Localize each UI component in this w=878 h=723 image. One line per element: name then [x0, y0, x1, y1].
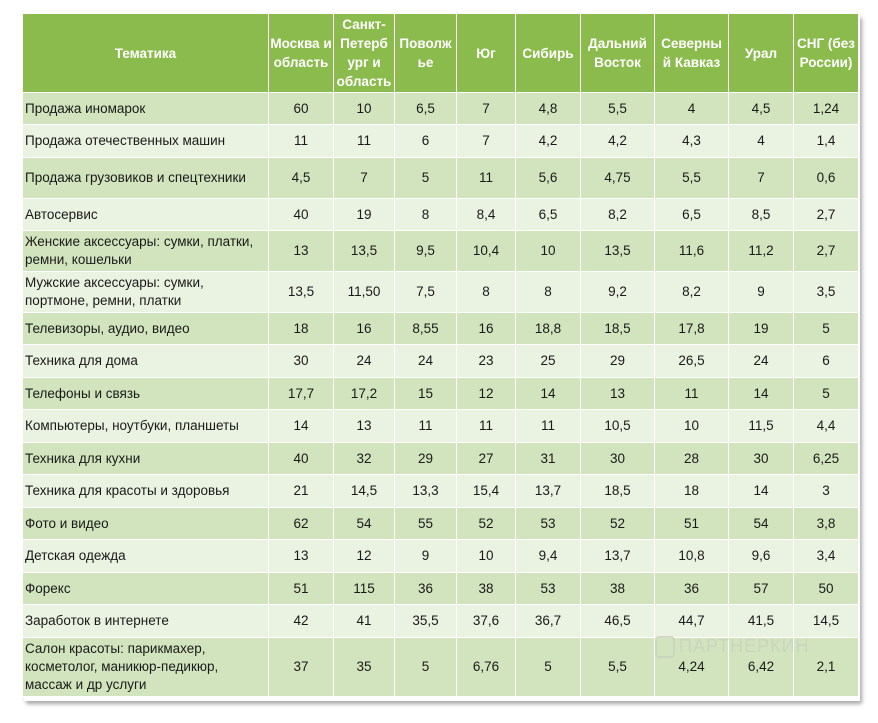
value-cell: 4,8: [516, 93, 581, 125]
value-cell: 5: [794, 313, 859, 345]
value-cell: 18,5: [581, 475, 655, 508]
value-cell: 35,5: [395, 605, 457, 638]
value-cell: 7,5: [395, 272, 457, 313]
value-cell: 40: [269, 443, 334, 475]
value-cell: 53: [516, 508, 581, 540]
value-cell: 6: [794, 345, 859, 378]
topic-cell: Мужские аксессуары: сумки, портмоне, ремни, платки: [23, 272, 269, 313]
value-cell: 36: [395, 573, 457, 605]
value-cell: 8,2: [581, 199, 655, 231]
value-cell: 13: [269, 231, 334, 272]
topic-cell: Техника для красоты и здоровья: [23, 475, 269, 508]
topic-cell: Женские аксессуары: сумки, платки, ремни, кошельки: [23, 231, 269, 272]
value-cell: 5,5: [581, 638, 655, 697]
topic-cell: Заработок в интернете: [23, 605, 269, 638]
value-cell: 15,4: [457, 475, 516, 508]
topic-cell: Продажа грузовиков и спецтехники: [23, 158, 269, 199]
value-cell: 11: [655, 378, 729, 410]
value-cell: 6,76: [457, 638, 516, 697]
topic-cell: Салон красоты: парикмахер, косметолог, маникюр-педикюр, массаж и др услуги: [23, 638, 269, 697]
value-cell: 11: [395, 410, 457, 443]
table-row: [23, 158, 859, 199]
value-cell: 6: [395, 125, 457, 158]
value-cell: 27: [457, 443, 516, 475]
topic-cell: Продажа иномарок: [23, 93, 269, 125]
value-cell: 13,5: [334, 231, 395, 272]
value-cell: 62: [269, 508, 334, 540]
table-row: [23, 443, 859, 475]
value-cell: 13,7: [581, 540, 655, 573]
value-cell: 10: [457, 540, 516, 573]
data-table: [22, 13, 859, 697]
value-cell: 8,4: [457, 199, 516, 231]
table-row: [23, 378, 859, 410]
value-cell: 37: [269, 638, 334, 697]
value-cell: 38: [581, 573, 655, 605]
value-cell: 4: [729, 125, 794, 158]
value-cell: 4,3: [655, 125, 729, 158]
value-cell: 14: [729, 475, 794, 508]
value-cell: 52: [457, 508, 516, 540]
data-table-container: [22, 13, 858, 697]
value-cell: 10: [516, 231, 581, 272]
value-cell: 40: [269, 199, 334, 231]
table-row: [23, 475, 859, 508]
value-cell: 11,6: [655, 231, 729, 272]
watermark-text: ПАРТНЕРКИН: [679, 636, 810, 656]
value-cell: 2,1: [794, 638, 859, 697]
value-cell: 41,5: [729, 605, 794, 638]
value-cell: 2,7: [794, 199, 859, 231]
table-row: [23, 199, 859, 231]
value-cell: 4,24: [655, 638, 729, 697]
value-cell: 8: [516, 272, 581, 313]
value-cell: 24: [729, 345, 794, 378]
table-row: [23, 573, 859, 605]
value-cell: 19: [334, 199, 395, 231]
value-cell: 29: [395, 443, 457, 475]
value-cell: 38: [457, 573, 516, 605]
watermark-logo-icon: [655, 636, 675, 658]
table-row: [23, 345, 859, 378]
value-cell: 19: [729, 313, 794, 345]
value-cell: 11: [457, 158, 516, 199]
value-cell: 9,6: [729, 540, 794, 573]
table-row: [23, 93, 859, 125]
table-row: [23, 231, 859, 272]
value-cell: 3,8: [794, 508, 859, 540]
value-cell: 4,4: [794, 410, 859, 443]
value-cell: 41: [334, 605, 395, 638]
watermark: [655, 636, 810, 658]
value-cell: 15: [395, 378, 457, 410]
value-cell: 36: [655, 573, 729, 605]
header-moscow: Москва и область: [269, 14, 334, 93]
value-cell: 1,4: [794, 125, 859, 158]
value-cell: 13: [334, 410, 395, 443]
value-cell: 6,5: [655, 199, 729, 231]
value-cell: 28: [655, 443, 729, 475]
value-cell: 46,5: [581, 605, 655, 638]
header-far-east: Дальний Восток: [581, 14, 655, 93]
value-cell: 30: [581, 443, 655, 475]
value-cell: 5: [794, 378, 859, 410]
value-cell: 11: [269, 125, 334, 158]
value-cell: 13,5: [581, 231, 655, 272]
value-cell: 42: [269, 605, 334, 638]
value-cell: 17,8: [655, 313, 729, 345]
value-cell: 52: [581, 508, 655, 540]
value-cell: 5: [395, 158, 457, 199]
value-cell: 14: [729, 378, 794, 410]
value-cell: 9,5: [395, 231, 457, 272]
value-cell: 6,5: [395, 93, 457, 125]
value-cell: 14: [516, 378, 581, 410]
value-cell: 13,7: [516, 475, 581, 508]
value-cell: 51: [655, 508, 729, 540]
value-cell: 21: [269, 475, 334, 508]
header-siberia: Сибирь: [516, 14, 581, 93]
value-cell: 9: [395, 540, 457, 573]
value-cell: 7: [729, 158, 794, 199]
table-row: [23, 313, 859, 345]
value-cell: 5,5: [655, 158, 729, 199]
value-cell: 53: [516, 573, 581, 605]
header-ural: Урал: [729, 14, 794, 93]
header-topic: Тематика: [23, 14, 269, 93]
value-cell: 2,7: [794, 231, 859, 272]
value-cell: 8: [395, 199, 457, 231]
header-south: Юг: [457, 14, 516, 93]
value-cell: 3,4: [794, 540, 859, 573]
value-cell: 8,5: [729, 199, 794, 231]
value-cell: 18: [655, 475, 729, 508]
value-cell: 6,25: [794, 443, 859, 475]
value-cell: 23: [457, 345, 516, 378]
value-cell: 10: [334, 93, 395, 125]
value-cell: 37,6: [457, 605, 516, 638]
value-cell: 5: [516, 638, 581, 697]
value-cell: 11,5: [729, 410, 794, 443]
value-cell: 11: [457, 410, 516, 443]
value-cell: 25: [516, 345, 581, 378]
topic-cell: Техника для кухни: [23, 443, 269, 475]
value-cell: 31: [516, 443, 581, 475]
value-cell: 18,5: [581, 313, 655, 345]
topic-cell: Продажа отечественных машин: [23, 125, 269, 158]
value-cell: 8: [457, 272, 516, 313]
value-cell: 9,2: [581, 272, 655, 313]
value-cell: 6,42: [729, 638, 794, 697]
value-cell: 13: [581, 378, 655, 410]
value-cell: 5,6: [516, 158, 581, 199]
topic-cell: Телевизоры, аудио, видео: [23, 313, 269, 345]
value-cell: 13,5: [269, 272, 334, 313]
value-cell: 18,8: [516, 313, 581, 345]
value-cell: 32: [334, 443, 395, 475]
value-cell: 13: [269, 540, 334, 573]
value-cell: 14,5: [794, 605, 859, 638]
value-cell: 35: [334, 638, 395, 697]
value-cell: 13,3: [395, 475, 457, 508]
value-cell: 54: [729, 508, 794, 540]
topic-cell: Фото и видео: [23, 508, 269, 540]
value-cell: 17,2: [334, 378, 395, 410]
value-cell: 7: [457, 93, 516, 125]
value-cell: 29: [581, 345, 655, 378]
value-cell: 10,4: [457, 231, 516, 272]
value-cell: 17,7: [269, 378, 334, 410]
value-cell: 4,5: [269, 158, 334, 199]
value-cell: 4,75: [581, 158, 655, 199]
value-cell: 26,5: [655, 345, 729, 378]
value-cell: 7: [457, 125, 516, 158]
value-cell: 24: [395, 345, 457, 378]
table-row: [23, 410, 859, 443]
table-row: [23, 540, 859, 573]
value-cell: 16: [457, 313, 516, 345]
value-cell: 3,5: [794, 272, 859, 313]
topic-cell: Автосервис: [23, 199, 269, 231]
value-cell: 12: [334, 540, 395, 573]
value-cell: 3: [794, 475, 859, 508]
value-cell: 12: [457, 378, 516, 410]
value-cell: 30: [729, 443, 794, 475]
table-row: [23, 272, 859, 313]
value-cell: 7: [334, 158, 395, 199]
topic-cell: Форекс: [23, 573, 269, 605]
value-cell: 9,4: [516, 540, 581, 573]
value-cell: 18: [269, 313, 334, 345]
value-cell: 4,2: [516, 125, 581, 158]
header-spb: Санкт-Петерб ург и область: [334, 14, 395, 93]
value-cell: 5,5: [581, 93, 655, 125]
value-cell: 11,50: [334, 272, 395, 313]
value-cell: 11,2: [729, 231, 794, 272]
header-volga: Поволж ье: [395, 14, 457, 93]
value-cell: 0,6: [794, 158, 859, 199]
topic-cell: Телефоны и связь: [23, 378, 269, 410]
topic-cell: Техника для дома: [23, 345, 269, 378]
value-cell: 5: [395, 638, 457, 697]
value-cell: 8,55: [395, 313, 457, 345]
value-cell: 54: [334, 508, 395, 540]
value-cell: 30: [269, 345, 334, 378]
value-cell: 115: [334, 573, 395, 605]
value-cell: 36,7: [516, 605, 581, 638]
value-cell: 1,24: [794, 93, 859, 125]
table-body: [23, 93, 859, 697]
value-cell: 55: [395, 508, 457, 540]
topic-cell: Компьютеры, ноутбуки, планшеты: [23, 410, 269, 443]
header-row: [23, 14, 859, 93]
value-cell: 14,5: [334, 475, 395, 508]
value-cell: 4,2: [581, 125, 655, 158]
value-cell: 6,5: [516, 199, 581, 231]
topic-cell: Детская одежда: [23, 540, 269, 573]
table-row: [23, 605, 859, 638]
value-cell: 11: [334, 125, 395, 158]
value-cell: 50: [794, 573, 859, 605]
value-cell: 16: [334, 313, 395, 345]
value-cell: 8,2: [655, 272, 729, 313]
value-cell: 51: [269, 573, 334, 605]
value-cell: 4,5: [729, 93, 794, 125]
table-row: [23, 508, 859, 540]
header-north-caucasus: Северны й Кавказ: [655, 14, 729, 93]
value-cell: 44,7: [655, 605, 729, 638]
header-cis: СНГ (без России): [794, 14, 859, 93]
value-cell: 10,8: [655, 540, 729, 573]
value-cell: 24: [334, 345, 395, 378]
table-row: [23, 125, 859, 158]
value-cell: 10: [655, 410, 729, 443]
value-cell: 14: [269, 410, 334, 443]
value-cell: 9: [729, 272, 794, 313]
value-cell: 60: [269, 93, 334, 125]
value-cell: 11: [516, 410, 581, 443]
value-cell: 4: [655, 93, 729, 125]
value-cell: 57: [729, 573, 794, 605]
value-cell: 10,5: [581, 410, 655, 443]
